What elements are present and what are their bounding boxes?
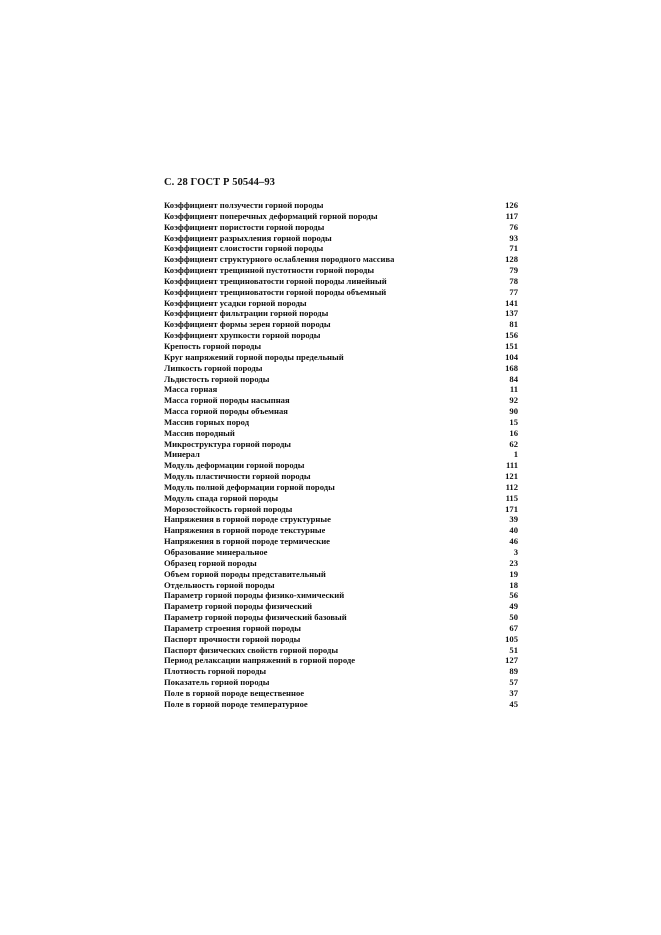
index-entry [164, 536, 518, 547]
index-page-number: 23 [509, 557, 518, 568]
index-page-number: 3 [513, 547, 518, 557]
index-page-number: 156 [505, 330, 518, 341]
index-page-number: 128 [505, 254, 518, 265]
index-page-number: 168 [505, 362, 518, 373]
index-entry [164, 287, 518, 298]
index-page-number: 51 [509, 644, 518, 655]
index-entry [164, 330, 518, 341]
index-entry [164, 612, 518, 623]
index-term: Льдистость горной породы [164, 373, 270, 384]
index-term: Параметр горной породы физический [164, 601, 313, 612]
index-entry [164, 623, 518, 634]
index-entry [164, 417, 518, 428]
index-page-number: 56 [509, 590, 518, 601]
index-entry [164, 341, 518, 352]
index-page-number: 18 [509, 579, 518, 590]
index-entry [164, 395, 518, 406]
index-term: Отдельность горной породы [164, 579, 275, 590]
index-entry [164, 666, 518, 677]
index-term: Период релаксации напряжений в горной породе [164, 655, 356, 666]
index-term: Коэффициент слоистости горной породы [164, 243, 324, 254]
index-page-number: 50 [509, 612, 518, 623]
index-page-number: 57 [509, 677, 518, 688]
index-page-number: 151 [505, 340, 518, 351]
index-entry [164, 439, 518, 450]
index-term: Поле в горной породе вещественное [164, 687, 305, 698]
index-page-number: 121 [505, 471, 518, 482]
index-term: Коэффициент трещиноватости горной породы объемный [164, 286, 387, 297]
index-page-number: 104 [505, 351, 518, 362]
index-page-number: 90 [509, 406, 518, 417]
index-term: Поле в горной породе температурное [164, 698, 308, 709]
index-page-number: 141 [505, 297, 518, 308]
index-term: Коэффициент трещиноватости горной породы линейный [164, 275, 387, 286]
index-page-number: 89 [509, 666, 518, 677]
index-entry [164, 233, 518, 244]
index-page-number: 137 [505, 308, 518, 319]
index-term: Масса горной породы насыпная [164, 395, 290, 406]
index-term: Морозостойкость горной породы [164, 503, 293, 514]
index-entry [164, 428, 518, 439]
index-page-number: 40 [509, 525, 518, 536]
index-term: Параметр строения горной породы [164, 622, 301, 633]
index-term: Липкость горной породы [164, 362, 263, 373]
index-entry [164, 222, 518, 233]
index-entry [164, 460, 518, 471]
index-entry [164, 211, 518, 222]
page-header: С. 28 ГОСТ Р 50544–93 [164, 177, 276, 188]
index-term: Паспорт прочности горной породы [164, 633, 301, 644]
index-page-number: 78 [509, 275, 518, 286]
index-entry [164, 677, 518, 688]
index-entry [164, 308, 518, 319]
index-page-number: 46 [509, 536, 518, 547]
index-entry [164, 580, 518, 591]
index-term: Коэффициент хрупкости горной породы [164, 330, 321, 341]
index-term: Модуль пластичности горной породы [164, 471, 311, 482]
index-page-number: 37 [509, 687, 518, 698]
index-entry [164, 514, 518, 525]
index-entry [164, 655, 518, 666]
index-page-number: 77 [509, 286, 518, 297]
index-entry [164, 363, 518, 374]
index-entry [164, 525, 518, 536]
index-term: Коэффициент трещинной пустотности горной породы [164, 265, 375, 276]
index-entry [164, 254, 518, 265]
index-entry [164, 590, 518, 601]
index-entry [164, 276, 518, 287]
index-page-number: 93 [509, 232, 518, 243]
index-page-number: 39 [509, 514, 518, 525]
index-page-number: 92 [509, 395, 518, 406]
index-term: Коэффициент формы зерен горной породы [164, 319, 331, 330]
index-page-number: 115 [505, 492, 518, 503]
index-entry [164, 645, 518, 656]
index-term: Образование минеральное [164, 547, 268, 557]
index-term: Модуль спада горной породы [164, 492, 279, 503]
index-term: Параметр горной породы физико-химический [164, 590, 345, 601]
index-term: Модуль деформации горной породы [164, 460, 305, 471]
index-entry [164, 471, 518, 482]
index-term: Модуль полной деформации горной породы [164, 481, 335, 492]
index-entry [164, 384, 518, 395]
index-term: Объем горной породы представительный [164, 568, 326, 579]
index-entry [164, 352, 518, 363]
index-entry [164, 558, 518, 569]
index-page-number: 19 [509, 568, 518, 579]
index-term: Масса горной породы объемная [164, 406, 288, 417]
index-term: Напряжения в горной породе структурные [164, 514, 331, 525]
index-page-number: 71 [509, 243, 518, 254]
index-page-number: 16 [509, 427, 518, 438]
index-page-number: 111 [506, 460, 518, 471]
index-page-number: 112 [505, 481, 518, 492]
index-entry [164, 547, 518, 558]
index-entry [164, 504, 518, 515]
index-page-number: 1 [513, 449, 518, 460]
index-entry [164, 449, 518, 460]
index-entry [164, 688, 518, 699]
index-term: Коэффициент поперечных деформаций горной породы [164, 210, 378, 221]
index-page-number: 105 [505, 633, 518, 644]
index-entry [164, 298, 518, 309]
index-term: Напряжения в горной породе термические [164, 536, 330, 547]
index-entry [164, 406, 518, 417]
index-term: Параметр горной породы физический базовый [164, 612, 347, 623]
index-term: Коэффициент усадки горной породы [164, 297, 307, 308]
index-page-number: 126 [505, 200, 518, 210]
index-term: Крепость горной породы [164, 340, 262, 351]
index-term: Минерал [164, 449, 200, 460]
index-entry [164, 569, 518, 580]
index-entry [164, 265, 518, 276]
index-entry [164, 634, 518, 645]
index-term: Круг напряжений горной породы предельный [164, 351, 344, 362]
index-page-number: 171 [505, 503, 518, 514]
index-page-number: 117 [505, 210, 518, 221]
index-term: Коэффициент пористости горной породы [164, 221, 325, 232]
index-term: Показатель горной породы [164, 677, 270, 688]
index-entry [164, 482, 518, 493]
index-page-number: 127 [505, 655, 518, 666]
index-page-number: 76 [509, 221, 518, 232]
index-list [164, 200, 518, 710]
index-entry [164, 200, 518, 211]
index-term: Коэффициент ползучести горной породы [164, 200, 324, 210]
index-term: Коэффициент структурного ослабления породного массива [164, 254, 395, 265]
index-term: Напряжения в горной породе текстурные [164, 525, 326, 536]
index-page-number: 11 [509, 384, 518, 395]
index-term: Массив породный [164, 427, 235, 438]
index-page-number: 15 [509, 416, 518, 427]
index-entry [164, 374, 518, 385]
index-term: Микроструктура горной породы [164, 438, 292, 449]
index-entry [164, 243, 518, 254]
index-page-number: 67 [509, 622, 518, 633]
index-page-number: 45 [509, 698, 518, 709]
index-term: Коэффициент разрыхления горной породы [164, 232, 332, 243]
index-term: Масса горная [164, 384, 218, 395]
index-page-number: 84 [509, 373, 518, 384]
index-page-number: 62 [509, 438, 518, 449]
index-page-number: 81 [509, 319, 518, 330]
index-entry [164, 319, 518, 330]
index-term: Массив горных пород [164, 416, 250, 427]
index-term: Образец горной породы [164, 557, 257, 568]
index-entry [164, 493, 518, 504]
index-page-number: 79 [509, 265, 518, 276]
index-page-number: 49 [509, 601, 518, 612]
index-term: Паспорт физических свойств горной породы [164, 644, 339, 655]
index-term: Коэффициент фильтрации горной породы [164, 308, 329, 319]
index-entry [164, 699, 518, 710]
index-entry [164, 601, 518, 612]
index-term: Плотность горной породы [164, 666, 267, 677]
